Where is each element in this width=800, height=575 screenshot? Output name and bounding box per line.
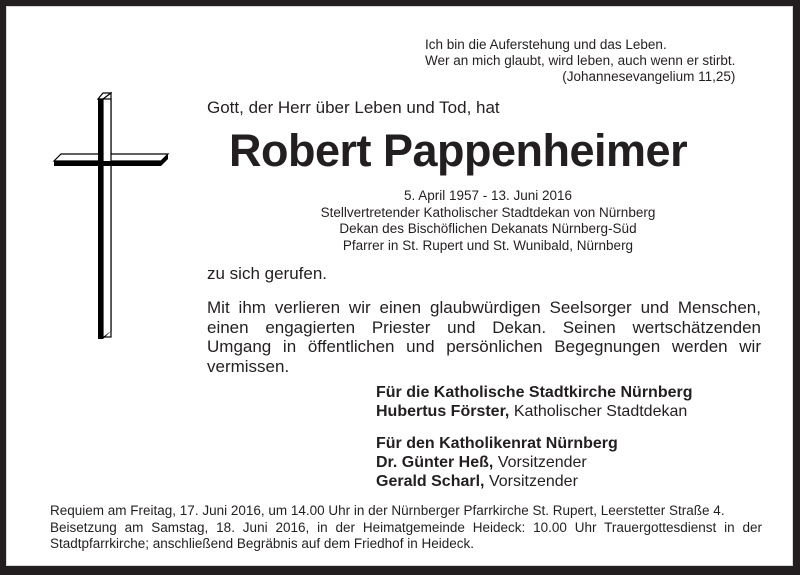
tribute-line: vermissen.	[207, 356, 290, 376]
tribute-line: Umgang in öffentlichen und persönlichen Begegnungen werden wir	[207, 337, 761, 356]
signatory-organization: Für die Katholische Stadtkirche Nürnberg	[376, 384, 693, 401]
signatory-role: Katholischer Stadtdekan	[513, 403, 688, 420]
signatory-person	[376, 453, 618, 472]
cross-icon	[47, 89, 177, 349]
signatory-name: Hubertus Förster,	[376, 403, 510, 420]
title-line: Pfarrer in St. Rupert und St. Wunibald, Nürnberg	[342, 237, 634, 253]
quote-line: Ich bin die Auferstehung und das Leben.	[425, 37, 667, 52]
deceased-bio	[237, 188, 739, 254]
tribute-line: Mit ihm verlieren wir einen glaubwürdigen Seelsorger und Menschen,	[207, 298, 761, 317]
bible-quote	[425, 37, 735, 85]
signatory-name: Dr. Günter Heß,	[376, 454, 494, 471]
intro-text: Gott, der Herr über Leben und Tod, hat	[207, 98, 500, 117]
signatory-block	[376, 383, 693, 421]
signatory-role: Vorsitzender	[488, 473, 578, 490]
signatory-organization: Für den Katholikenrat Nürnberg	[376, 435, 618, 452]
quote-line: Wer an mich glaubt, wird leben, auch wenn er stirbt.	[425, 53, 736, 68]
signatory-person	[376, 402, 693, 421]
called-home-text: zu sich gerufen.	[207, 264, 328, 283]
quote-reference: (Johannesevangelium 11,25)	[562, 69, 736, 84]
signatory-role: Vorsitzender	[497, 454, 587, 471]
title-line: Stellvertretender Katholischer Stadtdekan von Nürnberg	[320, 204, 656, 220]
obituary-page	[6, 6, 793, 566]
signatory-name: Gerald Scharl,	[376, 473, 485, 490]
deceased-name: Robert Pappenheimer	[229, 125, 688, 176]
service-line: Stadtpfarrkirche; anschließend Begräbnis auf dem Friedhof in Heideck.	[50, 536, 474, 551]
service-line: Beisetzung am Samstag, 18. Juni 2016, in der Heimatgemeinde Heideck: 10.00 Uhr Trauergottesdienst in der	[50, 519, 762, 535]
title-line: Dekan des Bischöflichen Dekanats Nürnberg-Süd	[339, 221, 637, 236]
service-line: Requiem am Freitag, 17. Juni 2016, um 14.00 Uhr in der Nürnberger Pfarrkirche St. Rupert, Leerstetter Straße 4.	[50, 503, 725, 518]
life-dates: 5. April 1957 - 13. Juni 2016	[403, 188, 573, 203]
tribute-paragraph	[207, 298, 761, 376]
signatory-person	[376, 472, 618, 491]
signatory-block	[376, 434, 618, 491]
service-details	[50, 503, 762, 553]
tribute-line: einen engagierten Priester und Dekan. Seinen wertschätzenden	[207, 317, 761, 337]
